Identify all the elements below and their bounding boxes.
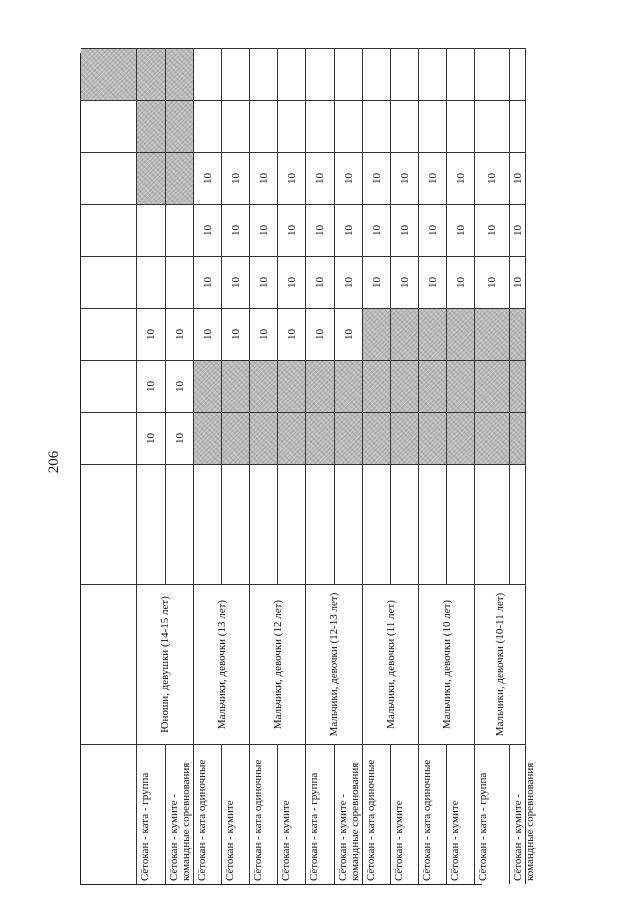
value-cell bbox=[166, 204, 194, 256]
value-cell: 10 bbox=[278, 308, 306, 360]
value-cell bbox=[391, 100, 419, 152]
value-cell bbox=[363, 48, 391, 100]
value-cell bbox=[81, 204, 137, 256]
value-cell bbox=[194, 48, 222, 100]
value-cell: 10 bbox=[222, 308, 250, 360]
discipline-cell: Сётокан - кумите bbox=[222, 744, 250, 884]
value-cell: 10 bbox=[363, 204, 391, 256]
discipline-cell: Сётокан - кумите - командные соревнования bbox=[510, 744, 526, 884]
value-cell bbox=[510, 48, 526, 100]
value-cell: 10 bbox=[306, 256, 335, 308]
value-cell bbox=[250, 48, 278, 100]
blank-cell bbox=[391, 464, 419, 584]
standards-table bbox=[80, 53, 536, 885]
shaded-cell bbox=[391, 360, 419, 412]
shaded-cell bbox=[306, 360, 335, 412]
value-cell bbox=[222, 100, 250, 152]
shaded-cell bbox=[391, 412, 419, 464]
value-cell: 10 bbox=[335, 308, 363, 360]
shaded-cell bbox=[194, 360, 222, 412]
value-cell: 10 bbox=[250, 256, 278, 308]
shaded-cell bbox=[250, 360, 278, 412]
value-cell bbox=[306, 48, 335, 100]
shaded-cell bbox=[391, 308, 419, 360]
value-cell bbox=[166, 256, 194, 308]
value-cell: 10 bbox=[475, 256, 510, 308]
discipline-cell: Сётокан - кумите bbox=[391, 744, 419, 884]
value-cell bbox=[137, 204, 166, 256]
value-cell: 10 bbox=[278, 152, 306, 204]
shaded-cell bbox=[363, 360, 391, 412]
blank-cell bbox=[81, 584, 137, 744]
value-cell: 10 bbox=[335, 152, 363, 204]
shaded-cell bbox=[363, 308, 391, 360]
blank-cell bbox=[81, 464, 137, 584]
age-group-cell: Мальчики, девочки (11 лет) bbox=[363, 584, 419, 744]
value-cell: 10 bbox=[194, 256, 222, 308]
value-cell: 10 bbox=[250, 204, 278, 256]
shaded-cell bbox=[475, 412, 510, 464]
blank-cell bbox=[363, 464, 391, 584]
age-group-cell: Мальчики, девочки (10-11 лет) bbox=[475, 584, 526, 744]
age-group-cell: Мальчики, девочки (12-13 лет) bbox=[306, 584, 363, 744]
blank-cell bbox=[278, 464, 306, 584]
value-cell: 10 bbox=[335, 204, 363, 256]
shaded-cell bbox=[278, 412, 306, 464]
value-cell: 10 bbox=[363, 152, 391, 204]
value-cell: 10 bbox=[166, 412, 194, 464]
shaded-cell bbox=[335, 412, 363, 464]
value-cell: 10 bbox=[194, 308, 222, 360]
shaded-cell bbox=[306, 412, 335, 464]
value-cell: 10 bbox=[306, 204, 335, 256]
value-cell bbox=[391, 48, 419, 100]
shaded-cell bbox=[335, 360, 363, 412]
value-cell bbox=[419, 48, 447, 100]
blank-cell bbox=[475, 464, 510, 584]
shaded-cell bbox=[419, 360, 447, 412]
age-group-cell: Мальчики, девочки (12 лет) bbox=[250, 584, 306, 744]
discipline-cell: Сётокан - кумите - командные соревнования bbox=[335, 744, 363, 884]
shaded-cell bbox=[166, 100, 194, 152]
discipline-cell: Сётокан - ката - группа bbox=[475, 744, 510, 884]
value-cell: 10 bbox=[391, 256, 419, 308]
value-cell: 10 bbox=[194, 204, 222, 256]
discipline-cell: Сётокан - ката одиночные bbox=[250, 744, 278, 884]
value-cell bbox=[137, 256, 166, 308]
discipline-cell: Сётокан - кумите - командные соревнования bbox=[166, 744, 194, 884]
value-cell: 10 bbox=[419, 204, 447, 256]
shaded-cell bbox=[278, 360, 306, 412]
value-cell bbox=[447, 100, 475, 152]
value-cell: 10 bbox=[447, 204, 475, 256]
value-cell: 10 bbox=[306, 152, 335, 204]
page-number: 206 bbox=[46, 450, 62, 474]
shaded-cell bbox=[363, 412, 391, 464]
value-cell bbox=[81, 308, 137, 360]
value-cell: 10 bbox=[419, 256, 447, 308]
shaded-cell bbox=[250, 412, 278, 464]
blank-cell bbox=[137, 464, 166, 584]
value-cell: 10 bbox=[363, 256, 391, 308]
value-cell bbox=[278, 48, 306, 100]
value-cell bbox=[335, 48, 363, 100]
value-cell bbox=[475, 100, 510, 152]
value-cell: 10 bbox=[194, 152, 222, 204]
shaded-cell bbox=[419, 412, 447, 464]
value-cell: 10 bbox=[278, 256, 306, 308]
value-cell: 10 bbox=[278, 204, 306, 256]
value-cell bbox=[510, 100, 526, 152]
value-cell: 10 bbox=[166, 308, 194, 360]
discipline-cell: Сётокан - ката одиночные bbox=[363, 744, 391, 884]
shaded-cell bbox=[137, 100, 166, 152]
discipline-cell: Сётокан - ката - группа bbox=[306, 744, 335, 884]
shaded-cell bbox=[419, 308, 447, 360]
discipline-cell: Сётокан - ката одиночные bbox=[194, 744, 222, 884]
shaded-cell bbox=[447, 360, 475, 412]
shaded-cell bbox=[166, 152, 194, 204]
blank-cell bbox=[81, 744, 137, 884]
value-cell: 10 bbox=[335, 256, 363, 308]
value-cell bbox=[363, 100, 391, 152]
value-cell: 10 bbox=[475, 152, 510, 204]
discipline-cell: Сётокан - ката - группа bbox=[137, 744, 166, 884]
blank-cell bbox=[306, 464, 335, 584]
age-group-cell: Юноши, девушки (14-15 лет) bbox=[137, 584, 194, 744]
discipline-cell: Сётокан - кумите bbox=[447, 744, 475, 884]
value-cell: 10 bbox=[222, 256, 250, 308]
value-cell: 10 bbox=[250, 308, 278, 360]
value-cell: 10 bbox=[510, 152, 526, 204]
discipline-cell: Сётокан - ката одиночные bbox=[419, 744, 447, 884]
value-cell bbox=[81, 360, 137, 412]
blank-cell bbox=[166, 464, 194, 584]
value-cell bbox=[81, 152, 137, 204]
value-cell bbox=[419, 100, 447, 152]
blank-cell bbox=[194, 464, 222, 584]
shaded-cell bbox=[447, 412, 475, 464]
discipline-cell: Сётокан - кумите bbox=[278, 744, 306, 884]
blank-cell bbox=[419, 464, 447, 584]
value-cell bbox=[278, 100, 306, 152]
value-cell bbox=[81, 100, 137, 152]
value-cell bbox=[447, 48, 475, 100]
value-cell: 10 bbox=[137, 360, 166, 412]
value-cell: 10 bbox=[250, 152, 278, 204]
value-cell bbox=[335, 100, 363, 152]
shaded-cell bbox=[510, 412, 526, 464]
shaded-cell bbox=[222, 412, 250, 464]
value-cell: 10 bbox=[166, 360, 194, 412]
value-cell: 10 bbox=[419, 152, 447, 204]
shaded-cell bbox=[166, 48, 194, 100]
shaded-cell bbox=[137, 152, 166, 204]
value-cell bbox=[250, 100, 278, 152]
shaded-cell bbox=[81, 48, 137, 100]
shaded-cell bbox=[447, 308, 475, 360]
value-cell: 10 bbox=[137, 412, 166, 464]
rotated-table-wrapper bbox=[80, 53, 536, 885]
value-cell: 10 bbox=[447, 256, 475, 308]
value-cell: 10 bbox=[222, 204, 250, 256]
value-cell: 10 bbox=[391, 204, 419, 256]
value-cell bbox=[81, 412, 137, 464]
value-cell: 10 bbox=[510, 204, 526, 256]
value-cell: 10 bbox=[510, 256, 526, 308]
shaded-cell bbox=[475, 360, 510, 412]
blank-cell bbox=[335, 464, 363, 584]
shaded-cell bbox=[475, 308, 510, 360]
value-cell bbox=[306, 100, 335, 152]
value-cell bbox=[222, 48, 250, 100]
value-cell: 10 bbox=[447, 152, 475, 204]
blank-cell bbox=[222, 464, 250, 584]
age-group-cell: Мальчики, девочки (10 лет) bbox=[419, 584, 475, 744]
shaded-cell bbox=[510, 308, 526, 360]
value-cell bbox=[475, 48, 510, 100]
blank-cell bbox=[447, 464, 475, 584]
age-group-cell: Мальчики, девочки (13 лет) bbox=[194, 584, 250, 744]
value-cell: 10 bbox=[306, 308, 335, 360]
value-cell bbox=[81, 256, 137, 308]
blank-cell bbox=[250, 464, 278, 584]
blank-cell bbox=[510, 464, 526, 584]
value-cell: 10 bbox=[222, 152, 250, 204]
shaded-cell bbox=[137, 48, 166, 100]
value-cell bbox=[194, 100, 222, 152]
value-cell: 10 bbox=[137, 308, 166, 360]
shaded-cell bbox=[194, 412, 222, 464]
shaded-cell bbox=[510, 360, 526, 412]
shaded-cell bbox=[222, 360, 250, 412]
value-cell: 10 bbox=[475, 204, 510, 256]
value-cell: 10 bbox=[391, 152, 419, 204]
